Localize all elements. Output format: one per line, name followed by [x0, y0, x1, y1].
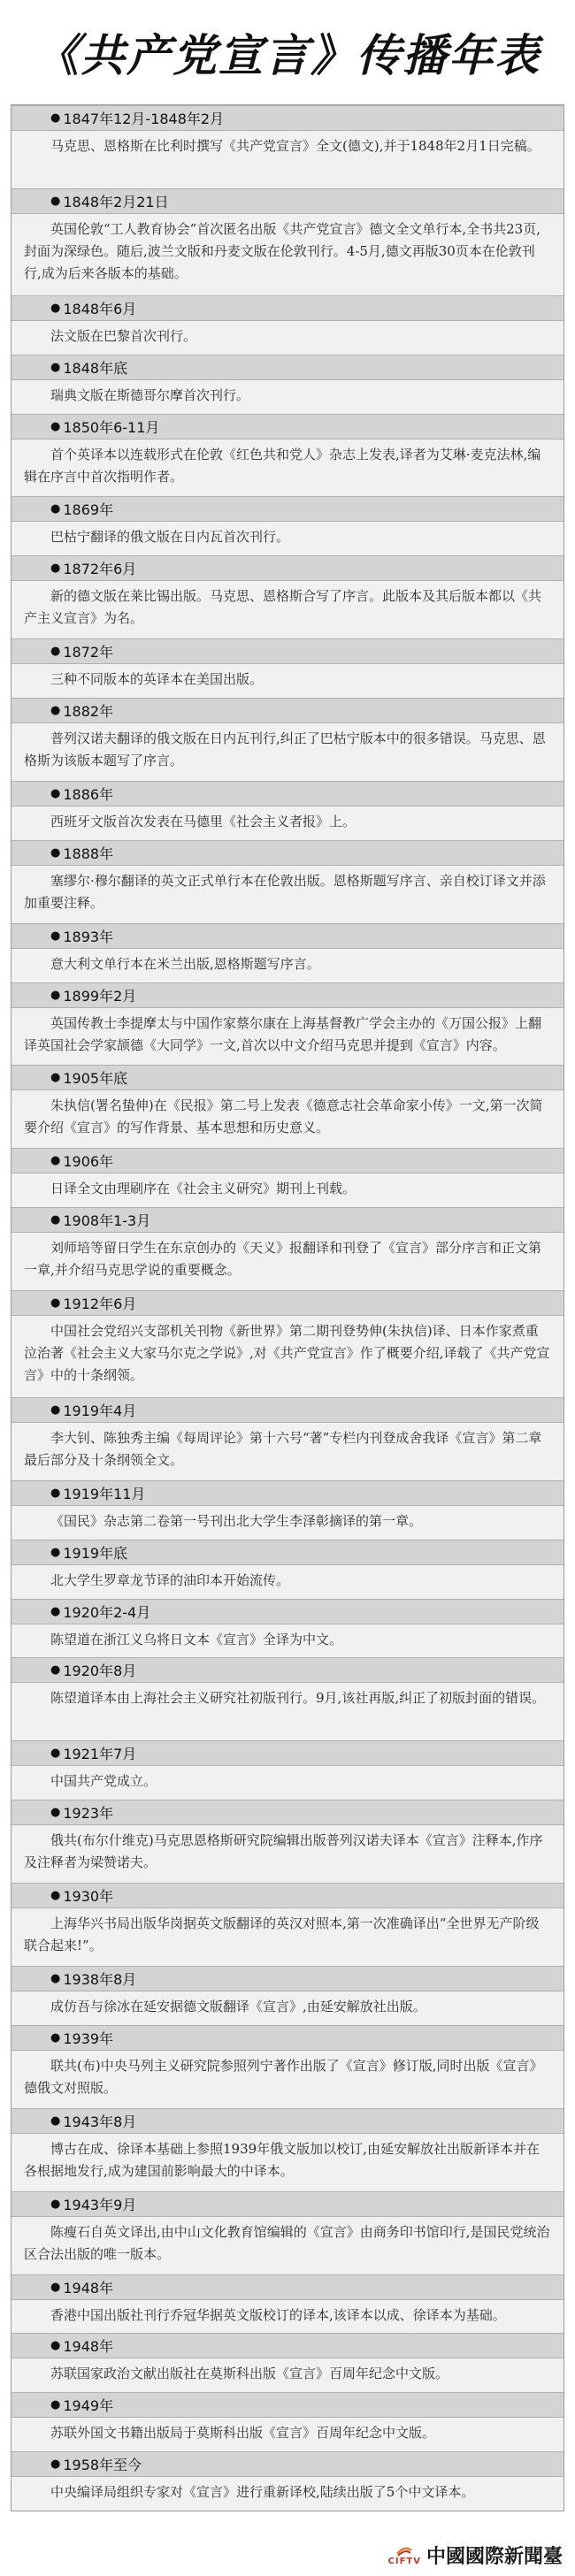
- entry-description: 《国民》杂志第二卷第一号刊出北大学生李泽彰摘译的第一章。: [12, 1506, 564, 1540]
- entry-description: 巴枯宁翻译的俄文版在日内瓦首次刊行。: [12, 522, 564, 555]
- bullet-icon: ●: [50, 419, 61, 433]
- entry-date-bar: [12, 1657, 564, 1683]
- entry-description: 北大学生罗章龙节译的油印本开始流传。: [12, 1565, 564, 1599]
- bullet-icon: ●: [50, 1545, 61, 1559]
- timeline-entry: [12, 2025, 564, 2108]
- timeline-entry: [12, 295, 564, 355]
- timeline-entry: [12, 496, 564, 555]
- entry-description: 苏联外国文书籍出版局于莫斯科出版《宣言》百周年纪念中文版。: [12, 2418, 564, 2451]
- entry-date: 1948年: [63, 2279, 114, 2297]
- entry-date-bar: [12, 698, 564, 723]
- entry-date: 1920年8月: [63, 1663, 137, 1680]
- entry-description: 意大利文单行本在米兰出版,恩格斯题写序言。: [12, 949, 564, 982]
- timeline-entry: [12, 105, 564, 188]
- entry-description: 首个英译本以连载形式在伦敦《红色共和党人》杂志上发表,译者为艾琳·麦克法林,编辑在序言中首次指明作者。: [12, 440, 564, 497]
- entry-description: 英国伦敦“工人教育协会”首次匿名出版《共产党宣言》德文全文单行本,全书共23页,封面为深绿色。随后,波兰文版和丹麦文版在伦敦刊行。4-5月,德文再版30页本在伦敦刊行,成为后来各版本的基础。: [12, 214, 564, 295]
- timeline-entry: [12, 1397, 564, 1480]
- entry-description: 西班牙文版首次发表在马德里《社会主义者报》上。: [12, 806, 564, 840]
- entry-date: 1905年底: [63, 1070, 128, 1088]
- bullet-icon: ●: [50, 562, 61, 576]
- bullet-icon: ●: [50, 1403, 61, 1417]
- entry-date: 1949年: [63, 2397, 114, 2415]
- entry-date: 1948年: [63, 2338, 114, 2356]
- entry-description: 中国共产党成立。: [12, 1766, 564, 1800]
- brand-name: 中國國際新聞臺: [426, 2546, 563, 2568]
- entry-description: 新的德文版在莱比锡出版。马克思、恩格斯合写了序言。此版本及其后版本都以《共产主义宣言》为名。: [12, 581, 564, 638]
- entry-date: 1872年6月: [63, 561, 137, 578]
- entry-date-bar: [12, 1397, 564, 1423]
- timeline-entry: [12, 923, 564, 982]
- entry-description: 马克思、恩格斯在比利时撰写《共产党宣言》全文(德文),并于1848年2月1日完稿。: [12, 131, 564, 188]
- bullet-icon: ●: [50, 301, 61, 315]
- entry-description: 朱执信(署名蛰伸)在《民报》第二号上发表《德意志社会革命家小传》一文,第一次简要介绍《宣言》的写作背景、基本思想和历史意义。: [12, 1090, 564, 1148]
- entry-date-bar: [12, 1148, 564, 1173]
- bullet-icon: ●: [50, 2339, 61, 2353]
- entry-date: 1893年: [63, 928, 114, 945]
- timeline-entry: [12, 1148, 564, 1207]
- entry-date-bar: [12, 1065, 564, 1090]
- entry-date-bar: [12, 1966, 564, 1991]
- entry-date-bar: [12, 2191, 564, 2217]
- entry-description: 联共(布)中央马列主义研究院参照列宁著作出版了《宣言》修订版,同时出版《宣言》德俄文对照版。: [12, 2051, 564, 2108]
- bullet-icon: ●: [50, 645, 61, 659]
- entry-date: 1923年: [63, 1805, 114, 1823]
- timeline-entry: [12, 840, 564, 923]
- bullet-icon: ●: [50, 1663, 61, 1678]
- timeline: [11, 104, 564, 2511]
- entry-date: 1943年9月: [63, 2196, 137, 2213]
- timeline-entry: [12, 982, 564, 1066]
- bullet-icon: ●: [50, 1213, 61, 1227]
- entry-description: 法文版在巴黎首次刊行。: [12, 321, 564, 355]
- entry-date: 1872年: [63, 644, 114, 661]
- entry-description: 成仿吾与徐冰在延安据德文版翻译《宣言》,由延安解放社出版。: [12, 1991, 564, 2025]
- bullet-icon: ●: [50, 1604, 61, 1618]
- entry-date: 1919年11月: [63, 1485, 146, 1502]
- bullet-icon: ●: [50, 1296, 61, 1311]
- timeline-entry: [12, 1657, 564, 1740]
- timeline-entry: [12, 1065, 564, 1148]
- timeline-entry: [12, 2274, 564, 2334]
- entry-date-bar: [12, 1883, 564, 1908]
- entry-date-bar: [12, 1740, 564, 1766]
- bullet-icon: ●: [50, 1806, 61, 1820]
- entry-description: 刘师培等留日学生在东京创办的《天义》报翻译和刊登了《宣言》部分序言和正文第一章,并介绍马克思学说的重要概念。: [12, 1233, 564, 1290]
- bullet-icon: ●: [50, 988, 61, 1002]
- timeline-entry: [12, 2333, 564, 2392]
- entry-date: 1888年: [63, 845, 114, 862]
- entry-date-bar: [12, 295, 564, 321]
- timeline-entry: [12, 781, 564, 840]
- bullet-icon: ●: [50, 845, 61, 860]
- entry-description: 李大钊、陈独秀主编《每周评论》第十六号“著”专栏内刊登成舍我译《宣言》第二章最后部分及十条纲领全文。: [12, 1423, 564, 1480]
- timeline-entry: [12, 355, 564, 414]
- entry-description: 陈望道译本由上海社会主义研究社初版刊行。9月,该社再版,纠正了初版封面的错误。: [12, 1683, 564, 1740]
- entry-date-bar: [12, 840, 564, 866]
- page-title: 《共产党宣言》传播年表: [34, 30, 540, 81]
- entry-description: 普列汉诺夫翻译的俄文版在日内瓦刊行,纠正了巴枯宁版本中的很多错误。马克思、恩格斯为该版本题写了序言。: [12, 723, 564, 781]
- bullet-icon: ●: [50, 194, 61, 208]
- timeline-entry: [12, 2451, 564, 2511]
- entry-date: 1886年: [63, 785, 114, 803]
- entry-date-bar: [12, 555, 564, 581]
- timeline-entry: [12, 1740, 564, 1800]
- entry-date-bar: [12, 1290, 564, 1316]
- bullet-icon: ●: [50, 2197, 61, 2211]
- timeline-entry: [12, 1599, 564, 1658]
- bullet-icon: ●: [50, 1486, 61, 1500]
- entry-date: 1919年4月: [63, 1402, 137, 1419]
- timeline-entry: [12, 2108, 564, 2191]
- entry-description: 博古在成、徐译本基础上参照1939年俄文版加以校订,由延安解放社出版新译本并在各根据地发行,成为建国前影响最大的中译本。: [12, 2134, 564, 2191]
- entry-date-bar: [12, 2451, 564, 2477]
- bullet-icon: ●: [50, 1971, 61, 1985]
- entry-date: 1958年至今: [63, 2457, 142, 2474]
- bullet-icon: ●: [50, 786, 61, 800]
- entry-date: 1848年2月21日: [63, 193, 169, 210]
- entry-date-bar: [12, 1599, 564, 1624]
- bullet-icon: ●: [50, 2458, 61, 2472]
- bullet-icon: ●: [50, 111, 61, 125]
- bullet-icon: ●: [50, 502, 61, 516]
- entry-date: 1919年底: [63, 1544, 128, 1562]
- entry-date-bar: [12, 982, 564, 1008]
- entry-date-bar: [12, 781, 564, 806]
- entry-date: 1847年12月-1848年2月: [63, 111, 225, 127]
- timeline-entry: [12, 555, 564, 638]
- entry-date: 1848年底: [63, 359, 128, 377]
- logo-text: CIFTV: [387, 2556, 421, 2566]
- entry-date: 1908年1-3月: [63, 1212, 151, 1230]
- logo-swirl-icon: [395, 2545, 413, 2557]
- entry-description: 中央编译局组织专家对《宣言》进行重新译校,陆续出版了5个中文译本。: [12, 2477, 564, 2511]
- entry-date: 1939年: [63, 2029, 114, 2047]
- timeline-entry: [12, 2191, 564, 2274]
- bullet-icon: ●: [50, 2398, 61, 2412]
- entry-date: 1921年7月: [63, 1746, 137, 1763]
- bullet-icon: ●: [50, 1071, 61, 1085]
- timeline-entry: [12, 1883, 564, 1966]
- entry-date: 1899年2月: [63, 987, 137, 1005]
- bullet-icon: ●: [50, 2030, 61, 2045]
- entry-description: 瑞典文版在斯德哥尔摩首次刊行。: [12, 380, 564, 414]
- entry-date-bar: [12, 355, 564, 380]
- timeline-entry: [12, 1966, 564, 2025]
- entry-date-bar: [12, 496, 564, 522]
- entry-description: 上海华兴书局出版华岗据英文版翻译的英汉对照本,第一次准确译出“全世界无产阶级联合起来!”。: [12, 1908, 564, 1966]
- entry-date-bar: [12, 2333, 564, 2358]
- entry-date: 1930年: [63, 1888, 114, 1906]
- timeline-entry: [12, 2392, 564, 2451]
- entry-description: 中国社会党绍兴支部机关刊物《新世界》第二期刊登势伸(朱执信)译、日本作家煮重泣治著《社会主义大家马尔克之学说》,对《共产党宣言》作了概要介绍,译载了《共产党宣言》中的十条纲领。: [12, 1316, 564, 1397]
- footer: [388, 2542, 563, 2569]
- entry-date: 1938年8月: [63, 1970, 137, 1988]
- entry-date-bar: [12, 188, 564, 214]
- entry-date: 1906年: [63, 1153, 114, 1171]
- entry-date-bar: [12, 638, 564, 664]
- bullet-icon: ●: [50, 929, 61, 943]
- entry-date: 1912年6月: [63, 1296, 137, 1313]
- timeline-entry: [12, 638, 564, 698]
- cctv-logo: [388, 2545, 421, 2566]
- entry-description: 香港中国出版社刊行乔冠华据英文版校订的译本,该译本以成、徐译本为基础。: [12, 2300, 564, 2334]
- entry-date-bar: [12, 2025, 564, 2051]
- timeline-entry: [12, 188, 564, 295]
- bullet-icon: ●: [50, 360, 61, 374]
- entry-date-bar: [12, 1540, 564, 1565]
- entry-description: 俄共(布尔什维克)马克思恩格斯研究院编辑出版普列汉诺夫译本《宣言》注释本,作序及注释者为梁赞诺夫。: [12, 1825, 564, 1883]
- timeline-entry: [12, 414, 564, 497]
- entry-date-bar: [12, 105, 564, 131]
- timeline-entry: [12, 1290, 564, 1397]
- entry-date-bar: [12, 923, 564, 949]
- entry-date-bar: [12, 2274, 564, 2300]
- timeline-entry: [12, 1540, 564, 1599]
- entry-description: 英国传教士李提摩太与中国作家蔡尔康在上海基督教广学会主办的《万国公报》上翻译英国社会学家颉德《大同学》一文,首次以中文介绍马克思并提到《宣言》内容。: [12, 1008, 564, 1066]
- entry-date-bar: [12, 1207, 564, 1233]
- bullet-icon: ●: [50, 1889, 61, 1903]
- entry-description: 日译全文由理刷序在《社会主义研究》期刊上刊载。: [12, 1173, 564, 1207]
- entry-date: 1848年6月: [63, 300, 137, 317]
- entry-date: 1869年: [63, 501, 114, 519]
- timeline-entry: [12, 1480, 564, 1540]
- entry-date: 1943年8月: [63, 2113, 137, 2130]
- entry-description: 苏联国家政治文献出版社在莫斯科出版《宣言》百周年纪念中文版。: [12, 2358, 564, 2392]
- bullet-icon: ●: [50, 1154, 61, 1168]
- entry-description: 陈望道在浙江义乌将日文本《宣言》全译为中文。: [12, 1624, 564, 1658]
- entry-date-bar: [12, 1800, 564, 1825]
- entry-description: 塞缪尔·穆尔翻译的英文正式单行本在伦敦出版。恩格斯题写序言、亲自校订译文并添加重要注释。: [12, 866, 564, 923]
- entry-date-bar: [12, 1480, 564, 1506]
- entry-date-bar: [12, 414, 564, 440]
- entry-date: 1882年: [63, 703, 114, 721]
- timeline-entry: [12, 1800, 564, 1883]
- entry-date-bar: [12, 2392, 564, 2418]
- entry-description: 三种不同版本的英译本在美国出版。: [12, 664, 564, 698]
- entry-description: 陈瘦石自英文译出,由中山文化教育馆编辑的《宣言》由商务印书馆印行,是国民党统治区合法出版的唯一版本。: [12, 2217, 564, 2274]
- bullet-icon: ●: [50, 2280, 61, 2294]
- entry-date-bar: [12, 2108, 564, 2134]
- timeline-entry: [12, 698, 564, 781]
- bullet-icon: ●: [50, 704, 61, 718]
- entry-date: 1920年2-4月: [63, 1603, 151, 1621]
- entry-date: 1850年6-11月: [63, 418, 160, 436]
- bullet-icon: ●: [50, 1747, 61, 1761]
- bullet-icon: ●: [50, 2114, 61, 2128]
- timeline-entry: [12, 1207, 564, 1290]
